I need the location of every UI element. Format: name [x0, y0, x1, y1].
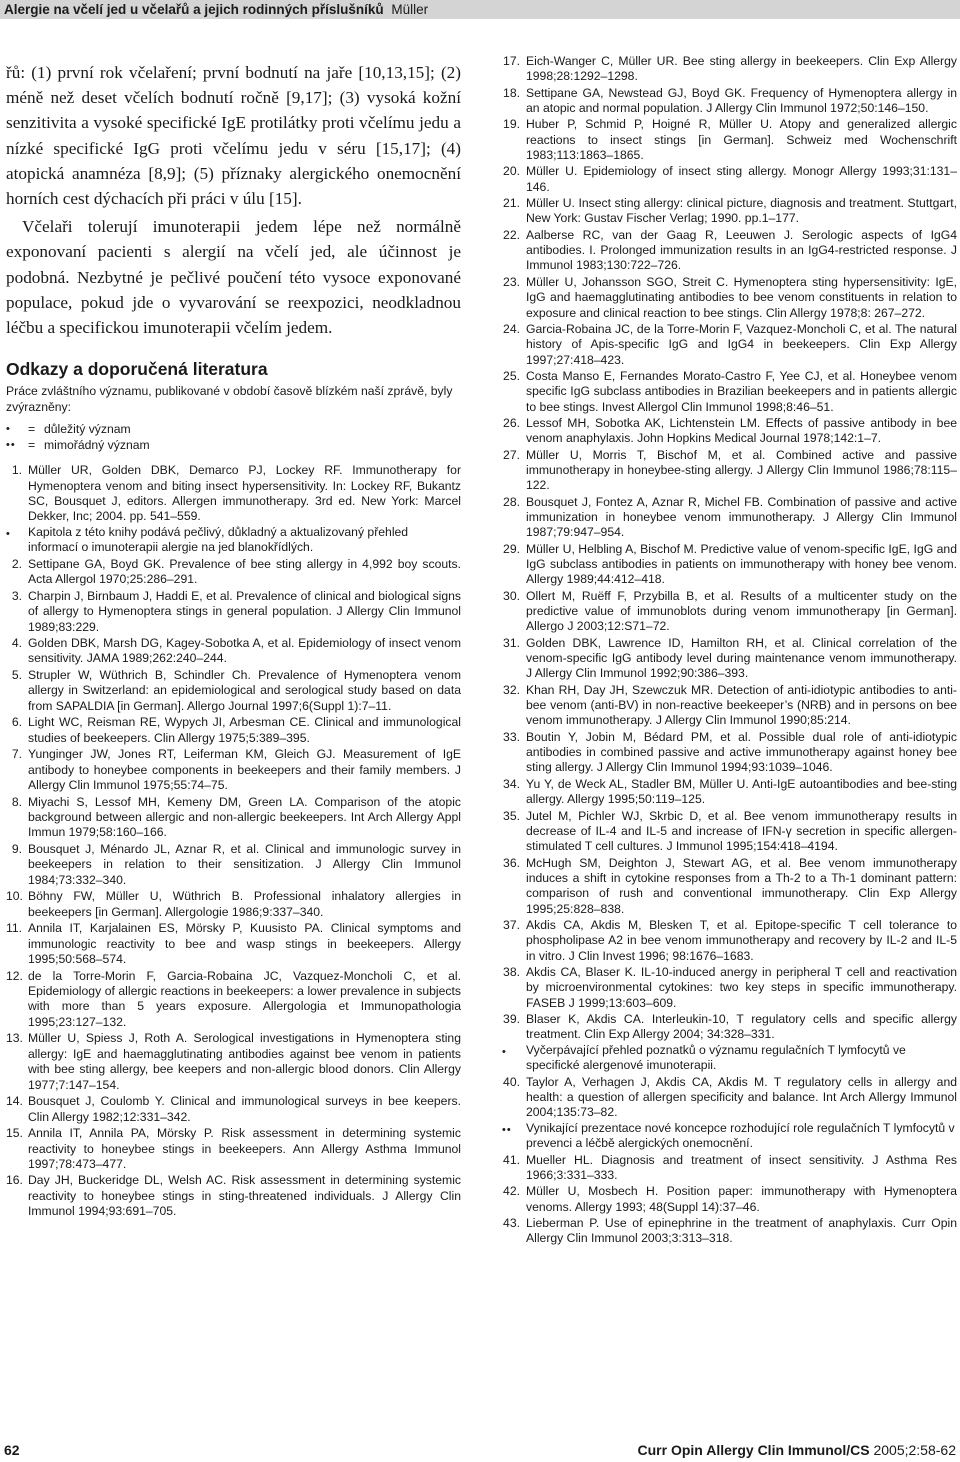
reference-entry: [502, 1184, 957, 1215]
reference-entry: [6, 747, 461, 793]
reference-number: 9.: [11, 841, 22, 856]
reference-item: [502, 322, 957, 368]
reference-text: Day JH, Buckeridge DL, Welsh AC. Risk assessment in determining systemic reactivity to honeybee stings in sting-threatened individuals. J Allergy Clin Immunol 1994;93:691–705.: [28, 1173, 461, 1219]
legend-label: důležitý význam: [44, 422, 131, 437]
reference-item: [6, 1094, 461, 1125]
bullet-mark-double: ••: [6, 439, 16, 452]
reference-annotation: [502, 1043, 957, 1074]
reference-text: Khan RH, Day JH, Szewczuk MR. Detection of anti-idiotypic antibodies to anti-bee venom (anti-BV) in non-reactive beekeeper’s (NRB) and in persons on bee venom immunotherapy. J Allergy Clin Immunol 1990;85:214.: [526, 682, 957, 728]
reference-text: Böhny FW, Müller U, Wüthrich B. Professional inhalatory allergies in beekeepers [in German]. Allergologie 1986;9:337–340.: [28, 889, 461, 919]
reference-text: Müller U, Morris T, Bischof M, et al. Combined active and passive immunotherapy in honeybee-sting allergy. J Allergy Clin Immunol 1986;78:115–122.: [526, 447, 957, 493]
reference-number: 25.: [503, 368, 520, 383]
significance-legend: [6, 421, 461, 453]
reference-item: [502, 1153, 957, 1184]
reference-text: Huber P, Schmid P, Hoigné R, Müller U. Atopy and generalized allergic reactions to insect stings [in German]. Schweiz med Wochenschrift 1983;113:1863–1865.: [526, 117, 957, 163]
reference-text: Müller U, Spiess J, Roth A. Serological investigations in Hymenoptera sting allergy: IgE and haemagglutinating antibodies against bee venom in patients with bee sting allergy, bee keepers and non-allergic blood donors. Clin Allergy 1977;7:147–154.: [28, 1031, 461, 1092]
reference-text: Yunginger JW, Jones RT, Leiferman KM, Gleich GJ. Measurement of IgE antibody to honeybee components in beekeepers and their family members. J Allergy Clin Immunol 1975;55:74–75.: [28, 747, 461, 793]
reference-entry: [502, 228, 957, 274]
reference-entry: [6, 715, 461, 746]
reference-entry: [502, 54, 957, 85]
reference-text: Costa Manso E, Fernandes Morato-Castro F, Yee CJ, et al. Honeybee venom specific IgG subclass antibodies in Brazilian beekeepers and in patients allergic to bee stings. Invest Allergol Clin Immunol 1998;8:46–51.: [526, 368, 957, 414]
legend-equals: =: [28, 438, 36, 453]
reference-number: 20.: [503, 164, 520, 179]
reference-entry: [502, 448, 957, 494]
reference-entry: [502, 542, 957, 588]
reference-entry: [6, 1094, 461, 1125]
reference-item: [502, 228, 957, 274]
reference-number: 43.: [503, 1215, 520, 1230]
reference-number: 26.: [503, 415, 520, 430]
reference-item: [6, 1126, 461, 1172]
reference-item: [502, 369, 957, 415]
reference-text: Charpin J, Birnbaum J, Haddi E, et al. Prevalence of clinical and biological signs of allergy to Hymenoptera stings in general population. J Allergy Clin Immunol 1989;83:229.: [28, 588, 461, 634]
reference-number: 19.: [503, 117, 520, 132]
reference-item: [6, 557, 461, 588]
reference-item: [6, 715, 461, 746]
reference-item: [502, 542, 957, 588]
reference-text: Aalberse RC, van der Gaag R, Leeuwen J. Serologic aspects of IgG4 antibodies. I. Prolonged immunization results in an IgG4-restricted response. J Immunol 1983;130:722–726.: [526, 227, 957, 273]
reference-entry: [502, 809, 957, 855]
reference-entry: [502, 164, 957, 195]
journal-citation: [638, 1442, 956, 1458]
reference-text: Jutel M, Pichler WJ, Skrbic D, et al. Bee venom immunotherapy results in decrease of IL-4 and IL-5 and increase of IFN-γ secretion in specific allergen-stimulated T cell cultures. J Immunol 1995;154:418–4194.: [526, 808, 957, 854]
reference-entry: [502, 1153, 957, 1184]
reference-number: 33.: [503, 729, 520, 744]
page-footer: [0, 1438, 960, 1462]
reference-number: 28.: [503, 494, 520, 509]
reference-list-right: [502, 54, 957, 1247]
reference-text: Eich-Wanger C, Müller UR. Bee sting allergy in beekeepers. Clin Exp Allergy 1998;28:1292–1298.: [526, 54, 957, 84]
reference-number: 22.: [503, 227, 520, 242]
reference-item: [502, 54, 957, 85]
reference-item: [502, 1184, 957, 1215]
running-header: [0, 0, 960, 19]
reference-number: 2.: [11, 556, 22, 571]
reference-number: 38.: [503, 964, 520, 979]
reference-entry: [502, 777, 957, 808]
reference-entry: [6, 1126, 461, 1172]
annotation-bullet-mark: ••: [502, 1123, 512, 1136]
reference-number: 23.: [503, 274, 520, 289]
reference-entry: [6, 557, 461, 588]
body-paragraph-2: Včelaři tolerují imunoterapii jedem lépe než normálně exponovaní pacienti s alergií na včelí jed, ale účinnost je podobná. Nezbytné je pečlivé poučení této vysoce exponované populace, pokud jde o vyvarování se reexpozici, neodkladnou léčbu a specifickou imunoterapii včelím jedem.: [6, 217, 461, 338]
reference-number: 12.: [6, 968, 23, 983]
reference-text: Garcia-Robaina JC, de la Torre-Morin F, Vazquez-Moncholi C, et al. The natural history of Apis-specific IgG and IgG4 in beekeepers. Clin Exp Allergy 1997;27:418–423.: [526, 321, 957, 367]
reference-item: [502, 918, 957, 964]
reference-number: 40.: [503, 1074, 520, 1089]
reference-item: [502, 275, 957, 321]
reference-item: [6, 1173, 461, 1219]
reference-text: Settipane GA, Newstead GJ, Boyd GK. Frequency of Hymenoptera allergy in an atopic and normal population. J Allergy Clin Immunol 1972;50:146–150.: [526, 85, 957, 116]
reference-entry: [502, 86, 957, 117]
journal-volume: 2005;2:58-62: [873, 1442, 956, 1458]
reference-entry: [6, 969, 461, 1031]
reference-number: 18.: [503, 85, 520, 100]
reference-number: 14.: [6, 1094, 23, 1109]
bullet-mark-single: •: [6, 423, 11, 436]
left-column: [6, 60, 461, 1221]
reference-entry: [502, 322, 957, 368]
reference-annotation: [6, 525, 461, 556]
reference-item: [502, 1012, 957, 1074]
right-column: [502, 54, 957, 1248]
reference-number: 13.: [6, 1031, 23, 1046]
legend-row-exceptional: [6, 437, 461, 453]
reference-number: 42.: [503, 1184, 520, 1199]
reference-item: [502, 117, 957, 163]
reference-annotation: [502, 1121, 957, 1152]
reference-number: 41.: [503, 1152, 520, 1167]
reference-entry: [502, 856, 957, 917]
reference-entry: [6, 1031, 461, 1093]
reference-number: 6.: [11, 715, 22, 730]
reference-text: Miyachi S, Lessof MH, Kemeny DM, Green LA. Comparison of the atopic background between allergic and non-allergic beekeepers. Int Arch Allergy Appl Immun 1979;58:160–166.: [28, 794, 461, 840]
reference-text: Akdis CA, Akdis M, Blesken T, et al. Epitope-specific T cell tolerance to phospholipase A2 in bee venom immunotherapy and recovery by IL-2 and IL-5 in vitro. J Clin Invest 1996; 98:1676–1683.: [526, 917, 957, 963]
reference-text: Mueller HL. Diagnosis and treatment of insect sensitivity. J Asthma Res 1966;3:331–333.: [526, 1152, 957, 1182]
reference-entry: [502, 117, 957, 163]
reference-text: Golden DBK, Lawrence ID, Hamilton RH, et al. Clinical correlation of the venom-specific IgG antibody level during maintenance venom immunotherapy. J Allergy Clin Immunol 1992;90:386–393.: [526, 635, 957, 681]
reference-number: 37.: [503, 917, 520, 932]
reference-item: [502, 856, 957, 917]
reference-entry: [6, 636, 461, 667]
reference-entry: [6, 589, 461, 635]
reference-text: Bousquet J, Ménardo JL, Aznar R, et al. Clinical and immunologic survey in beekeepers in relation to their sensitization. J Allergy Clin Immunol 1984;73:332–340.: [28, 841, 461, 887]
reference-number: 8.: [11, 794, 22, 809]
reference-text: de la Torre-Morin F, Garcia-Robaina JC, Vazquez-Moncholi C, et al. Epidemiology of allergic reactions in beekeepers: a lower prevalence in subjects with more than 5 years exposure. Allergologia et Immunopathologia 1995;23:127–132.: [28, 968, 461, 1029]
reference-item: [6, 889, 461, 920]
reference-text: Müller UR, Golden DBK, Demarco PJ, Lockey RF. Immunotherapy for Hymenoptera venom and biting insect hypersensitivity. In: Lockey RF, Bukantz SC, Bousquet J, editors. Allergen immunotherapy. 3rd ed. New York: Marcel Dekker, Inc; 2004. pp. 541–559.: [28, 463, 461, 524]
reference-entry: [502, 1216, 957, 1247]
annotation-bullet-mark: •: [6, 527, 11, 540]
legend-equals: =: [28, 422, 36, 437]
reference-item: [6, 842, 461, 888]
reference-text: Bousquet J, Coulomb Y. Clinical and immunological surveys in bee keepers. Clin Allergy 1982;12:331–342.: [28, 1094, 461, 1124]
reference-item: [6, 668, 461, 714]
reference-item: [6, 636, 461, 667]
references-heading: Odkazy a doporučená literatura: [6, 359, 268, 380]
annotation-text: Vynikající prezentace nové koncepce rozhodující role regulačních T lymfocytů v prevenci a léčbě alergických onemocnění.: [526, 1120, 955, 1151]
reference-number: 32.: [503, 682, 520, 697]
annotation-bullet-mark: •: [502, 1045, 507, 1058]
reference-text: Blaser K, Akdis CA. Interleukin-10, T regulatory cells and specific allergy treatment. Clin Exp Allergy 2004; 34:328–331.: [526, 1011, 957, 1042]
reference-number: 15.: [6, 1126, 23, 1141]
reference-number: 39.: [503, 1011, 520, 1026]
reference-number: 30.: [503, 588, 520, 603]
reference-entry: [502, 1075, 957, 1121]
reference-entry: [502, 1012, 957, 1043]
reference-item: [502, 1216, 957, 1247]
reference-item: [502, 730, 957, 776]
reference-text: Müller U. Epidemiology of insect sting allergy. Monogr Allergy 1993;31:131–146.: [526, 164, 957, 194]
reference-text: Ollert M, Ruëff F, Przybilla B, et al. Results of a multicenter study on the predictive value of immunoblots during venom immunotherapy [in German]. Allergo J 2003;12:S71–72.: [526, 588, 957, 634]
reference-text: Annila IT, Annila PA, Mörsky P. Risk assessment in determining systemic reactivity to honeybee stings in beekeepers. Ann Allergy Asthma Immunol 1997;78:473–477.: [28, 1126, 461, 1171]
reference-text: Annila IT, Karjalainen ES, Mörsky P, Kuusisto PA. Clinical symptoms and immunologic reactivity to bee and wasp stings in beekeepers. Allergy 1995;50:568–574.: [28, 921, 461, 967]
reference-text: McHugh SM, Deighton J, Stewart AG, et al. Bee venom immunotherapy induces a shift in cytokine responses from a Th-2 to a Th-1 dominant pattern: comparison of rush and conventional immunotherapy. Clin Exp Allergy 1995;25:828–838.: [526, 855, 957, 916]
reference-item: [502, 636, 957, 682]
reference-number: 17.: [503, 54, 520, 68]
reference-number: 10.: [6, 889, 23, 904]
reference-entry: [502, 416, 957, 447]
journal-name: Curr Opin Allergy Clin Immunol/CS: [637, 1442, 870, 1458]
reference-item: [502, 809, 957, 855]
reference-number: 29.: [503, 541, 520, 556]
reference-text: Strupler W, Wüthrich B, Schindler Ch. Prevalence of Hymenoptera venom allergy in Switzerland: an epidemiological and serological study based on data from SAPALDIA [in German]. Allergo Journal 1997;6(Suppl 1):7–11.: [28, 667, 461, 713]
reference-number: 34.: [503, 776, 520, 791]
reference-item: [502, 448, 957, 494]
reference-number: 21.: [503, 196, 520, 211]
reference-number: 35.: [503, 808, 520, 823]
reference-text: Light WC, Reisman RE, Wypych JI, Arbesman CE. Clinical and immunological studies of beekeepers. Clin Allergy 1975;5:389–395.: [28, 715, 461, 745]
reference-entry: [6, 1173, 461, 1219]
reference-item: [6, 463, 461, 556]
reference-number: 1.: [11, 463, 22, 478]
legend-row-important: [6, 421, 461, 437]
reference-item: [6, 795, 461, 841]
reference-entry: [502, 636, 957, 682]
reference-number: 16.: [6, 1173, 23, 1188]
reference-item: [502, 416, 957, 447]
legend-label: mimořádný význam: [44, 438, 150, 453]
reference-entry: [6, 795, 461, 841]
reference-item: [502, 1075, 957, 1152]
references-intro: Práce zvláštního významu, publikované v období časově blízkém naší zprávě, byly zvýrazněny:: [6, 384, 453, 414]
header-title: Alergie na včelí jed u včelařů a jejich rodinných příslušníků: [4, 2, 384, 17]
reference-item: [502, 495, 957, 541]
page-number: 62: [4, 1442, 20, 1458]
reference-list-left: [6, 463, 461, 1220]
reference-number: 5.: [11, 667, 22, 682]
reference-text: Müller U, Helbling A, Bischof M. Predictive value of venom-specific IgE, IgG and IgG subclass antibodies in patients on immunotherapy with honey bee venom. Allergy 1989;44:412–418.: [526, 541, 957, 587]
reference-entry: [6, 842, 461, 888]
reference-text: Müller U, Mosbech H. Position paper: immunotherapy with Hymenoptera venoms. Allergy 1993; 48(Suppl 14):37–46.: [526, 1184, 957, 1214]
reference-item: [6, 747, 461, 793]
reference-item: [6, 1031, 461, 1093]
reference-item: [6, 921, 461, 967]
reference-entry: [6, 668, 461, 714]
reference-text: Yu Y, de Weck AL, Stadler BM, Müller U. Anti-IgE autoantibodies and bee-sting allergy. Allergy 1995;50:119–125.: [526, 776, 957, 807]
reference-entry: [502, 275, 957, 321]
reference-entry: [502, 369, 957, 415]
reference-item: [502, 196, 957, 227]
reference-entry: [6, 889, 461, 920]
reference-entry: [502, 965, 957, 1011]
header-author: Müller: [391, 2, 429, 17]
reference-entry: [502, 730, 957, 776]
reference-entry: [502, 589, 957, 635]
reference-number: 36.: [503, 855, 520, 870]
reference-number: 27.: [503, 447, 520, 462]
reference-entry: [6, 921, 461, 967]
reference-entry: [502, 918, 957, 964]
reference-entry: [502, 495, 957, 541]
reference-number: 7.: [11, 747, 22, 762]
reference-item: [502, 164, 957, 195]
reference-item: [6, 969, 461, 1031]
reference-item: [502, 965, 957, 1011]
reference-text: Taylor A, Verhagen J, Akdis CA, Akdis M. T regulatory cells in allergy and health: a question of allergen specificity and balance. Int Arch Allergy Immunol 2004;135:73–82.: [526, 1074, 957, 1120]
reference-item: [6, 589, 461, 635]
reference-number: 31.: [503, 635, 520, 650]
reference-text: Lieberman P. Use of epinephrine in the treatment of anaphylaxis. Curr Opin Allergy Clin Immunol 2003;3:313–318.: [526, 1215, 957, 1246]
reference-item: [502, 86, 957, 117]
reference-entry: [502, 683, 957, 729]
reference-entry: [502, 196, 957, 227]
reference-item: [502, 589, 957, 635]
reference-number: 3.: [11, 588, 22, 603]
reference-number: 24.: [503, 321, 520, 336]
reference-item: [502, 683, 957, 729]
reference-number: 11.: [6, 921, 23, 936]
reference-text: Müller U. Insect sting allergy: clinical picture, diagnosis and treatment. Stuttgart, New York: Gustav Fischer Verlag; 1990. pp.1–177.: [526, 196, 957, 226]
header-separator: [386, 2, 390, 17]
reference-number: 4.: [11, 636, 22, 651]
reference-text: Akdis CA, Blaser K. IL-10-induced anergy in peripheral T cell and reactivation by microenvironmental cytokines: two key steps in specific immunotherapy. FASEB J 1999;13:603–609.: [526, 964, 957, 1010]
reference-text: Golden DBK, Marsh DG, Kagey-Sobotka A, et al. Epidemiology of insect venom sensitivity. JAMA 1989;262:240–244.: [28, 636, 461, 666]
annotation-text: Kapitola z této knihy podává pečlivý, důkladný a aktualizovaný přehled informací o imunoterapii alergie na jed blanokřídlých.: [28, 524, 409, 555]
annotation-text: Vyčerpávající přehled poznatků o významu regulačních T lymfocytů ve specifické alergenové imunoterapii.: [526, 1042, 906, 1073]
body-paragraph-1: řů: (1) první rok včelaření; první bodnutí na jaře [10,13,15]; (2) méně než deset včelích bodnutí ročně [9,17]; (3) vysoká kožní senzitivita a vysoké specifické IgE protilátky proti včelímu jedu a nízké specifické IgG proti včelímu jedu v séru [15,17]; (4) atopická anamnéza [8,9]; (5) příznaky alergického onemocnění horních cest dýchacích při práci v úlu [15].: [6, 63, 461, 209]
reference-text: Lessof MH, Sobotka AK, Lichtenstein LM. Effects of passive antibody in bee venom anaphylaxis. John Hopkins Medical Journal 1978;142:1–7.: [526, 415, 957, 446]
reference-text: Settipane GA, Boyd GK. Prevalence of bee sting allergy in 4,992 boy scouts. Acta Allergol 1970;25:286–291.: [28, 556, 461, 587]
reference-text: Müller U, Johansson SGO, Streit C. Hymenoptera sting hypersensitivity: IgE, IgG and haemagglutinating antibodies to bee venom constituents in relation to exposure and clinical reaction to bee stings. Clin Allergy 1978;8: 267–272.: [526, 274, 957, 320]
reference-text: Bousquet J, Fontez A, Aznar R, Michel FB. Combination of passive and active immunization in honeybee venom immunotherapy. J Allergy Clin Immunol 1987;79:947–954.: [526, 494, 957, 540]
reference-text: Boutin Y, Jobin M, Bédard PM, et al. Possible dual role of anti-idiotypic antibodies in combined passive and active immunotherapy against honey bee sting allergy. J Allergy Clin Immunol 1994;93:1039–1046.: [526, 729, 957, 775]
reference-entry: [6, 463, 461, 525]
reference-item: [502, 777, 957, 808]
